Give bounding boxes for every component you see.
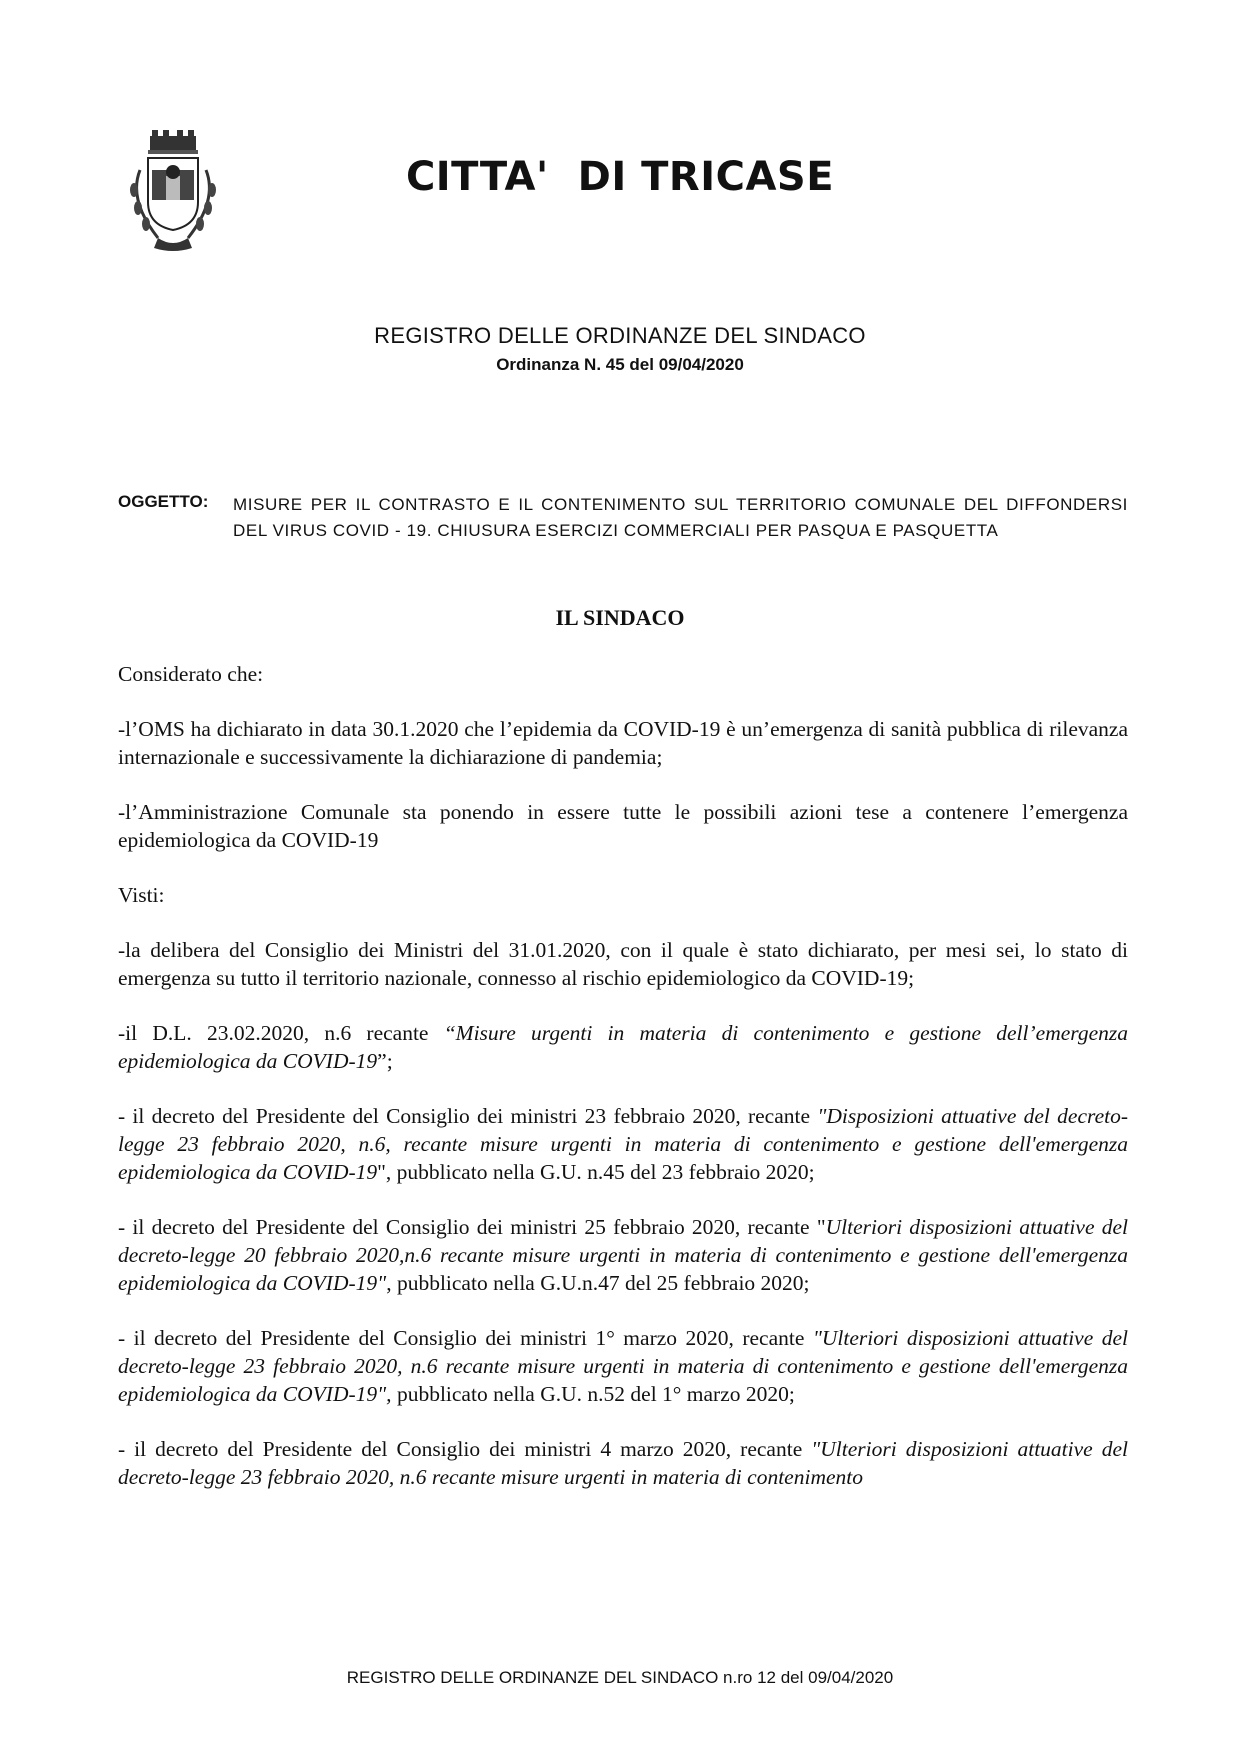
visti-p2-italic: “Misure urgenti in materia di contenimento e gestione dell’emergenza epidemiologica da COVID-19 [118, 1021, 1129, 1073]
ordinanza-number: Ordinanza N. 45 del 09/04/2020 [496, 355, 744, 374]
oggetto-label: OGGETTO: [118, 492, 209, 511]
visti-p3-italic: "Disposizioni attuative del decreto-legge 23 febbraio 2020, n.6, recante misure urgenti in materia di contenimento e gestione dell'emergenza epidemiologica da COVID-19 [118, 1104, 1128, 1184]
considerato-paragraph-2: -l’Amministrazione Comunale sta ponendo in essere tutte le possibili azioni tese a contenere l’emergenza epidemiologica da COVID-19 [118, 800, 1128, 852]
visti-paragraph-5 [118, 1324, 1128, 1408]
visti-p6-text: - il decreto del Presidente del Consiglio dei ministri 4 marzo 2020, recante [118, 1437, 812, 1461]
document-title: IL SINDACO [555, 605, 685, 630]
city-title: CITTA' DI TRICASE [405, 154, 835, 200]
visti-p2-end: ”; [377, 1049, 393, 1073]
visti-p3-end: ", pubblicato nella G.U. n.45 del 23 febbraio 2020; [377, 1160, 815, 1184]
visti-p5-end: pubblicato nella G.U. n.52 del 1° marzo 2020; [391, 1382, 795, 1406]
coat-of-arms-emblem [118, 130, 228, 255]
considerato-paragraph-1: -l’OMS ha dichiarato in data 30.1.2020 che l’epidemia da COVID-19 è un’emergenza di sanità pubblica di rilevanza internazionale e successivamente la dichiarazione di pandemia; [118, 717, 1128, 769]
visti-heading: Visti: [118, 883, 165, 907]
visti-paragraph-3 [118, 1102, 1128, 1186]
visti-paragraph-2 [118, 1019, 1128, 1075]
visti-p6-italic: "Ulteriori disposizioni attuative del decreto-legge 23 febbraio 2020, n.6 recante misure urgenti in materia di contenimento [118, 1437, 1128, 1489]
considerato-heading: Considerato che: [118, 662, 264, 686]
visti-p3-text: - il decreto del Presidente del Consiglio dei ministri 23 febbraio 2020, recante [118, 1104, 818, 1128]
page-footer: REGISTRO DELLE ORDINANZE DEL SINDACO n.ro 12 del 09/04/2020 [346, 1668, 894, 1687]
visti-p4-italic: Ulteriori disposizioni attuative del decreto-legge 20 febbraio 2020,n.6 recante misure urgenti in materia di contenimento e gestione dell'emergenza epidemiologica da COVID-19" [118, 1215, 1128, 1295]
visti-p5-text: - il decreto del Presidente del Consiglio dei ministri 1° marzo 2020, recante [118, 1326, 813, 1350]
document-body [118, 660, 1128, 1518]
visti-paragraph-6 [118, 1435, 1128, 1491]
visti-p2-text: -il D.L. 23.02.2020, n.6 recante [118, 1021, 444, 1045]
visti-paragraph-4 [118, 1213, 1128, 1297]
visti-p4-text: - il decreto del Presidente del Consiglio dei ministri 25 febbraio 2020, recante " [118, 1215, 826, 1239]
visti-p4-end: , pubblicato nella G.U.n.47 del 25 febbraio 2020; [386, 1271, 810, 1295]
registro-heading: REGISTRO DELLE ORDINANZE DEL SINDACO [374, 323, 866, 348]
visti-p5-italic: "Ulteriori disposizioni attuative del decreto-legge 23 febbraio 2020, n.6 recante misure urgenti in materia di contenimento e gestione dell'emergenza epidemiologica da COVID-19", [118, 1326, 1129, 1406]
visti-paragraph-1: -la delibera del Consiglio dei Ministri del 31.01.2020, con il quale è stato dichiarato, per mesi sei, lo stato di emergenza su tutto il territorio nazionale, connesso al rischio epidemiologico da COVID-19; [118, 938, 1128, 990]
oggetto-text: MISURE PER IL CONTRASTO E IL CONTENIMENTO SUL TERRITORIO COMUNALE DEL DIFFONDERSI DEL VIRUS COVID - 19. CHIUSURA ESERCIZI COMMERCIALI PER PASQUA E PASQUETTA [233, 495, 1128, 540]
